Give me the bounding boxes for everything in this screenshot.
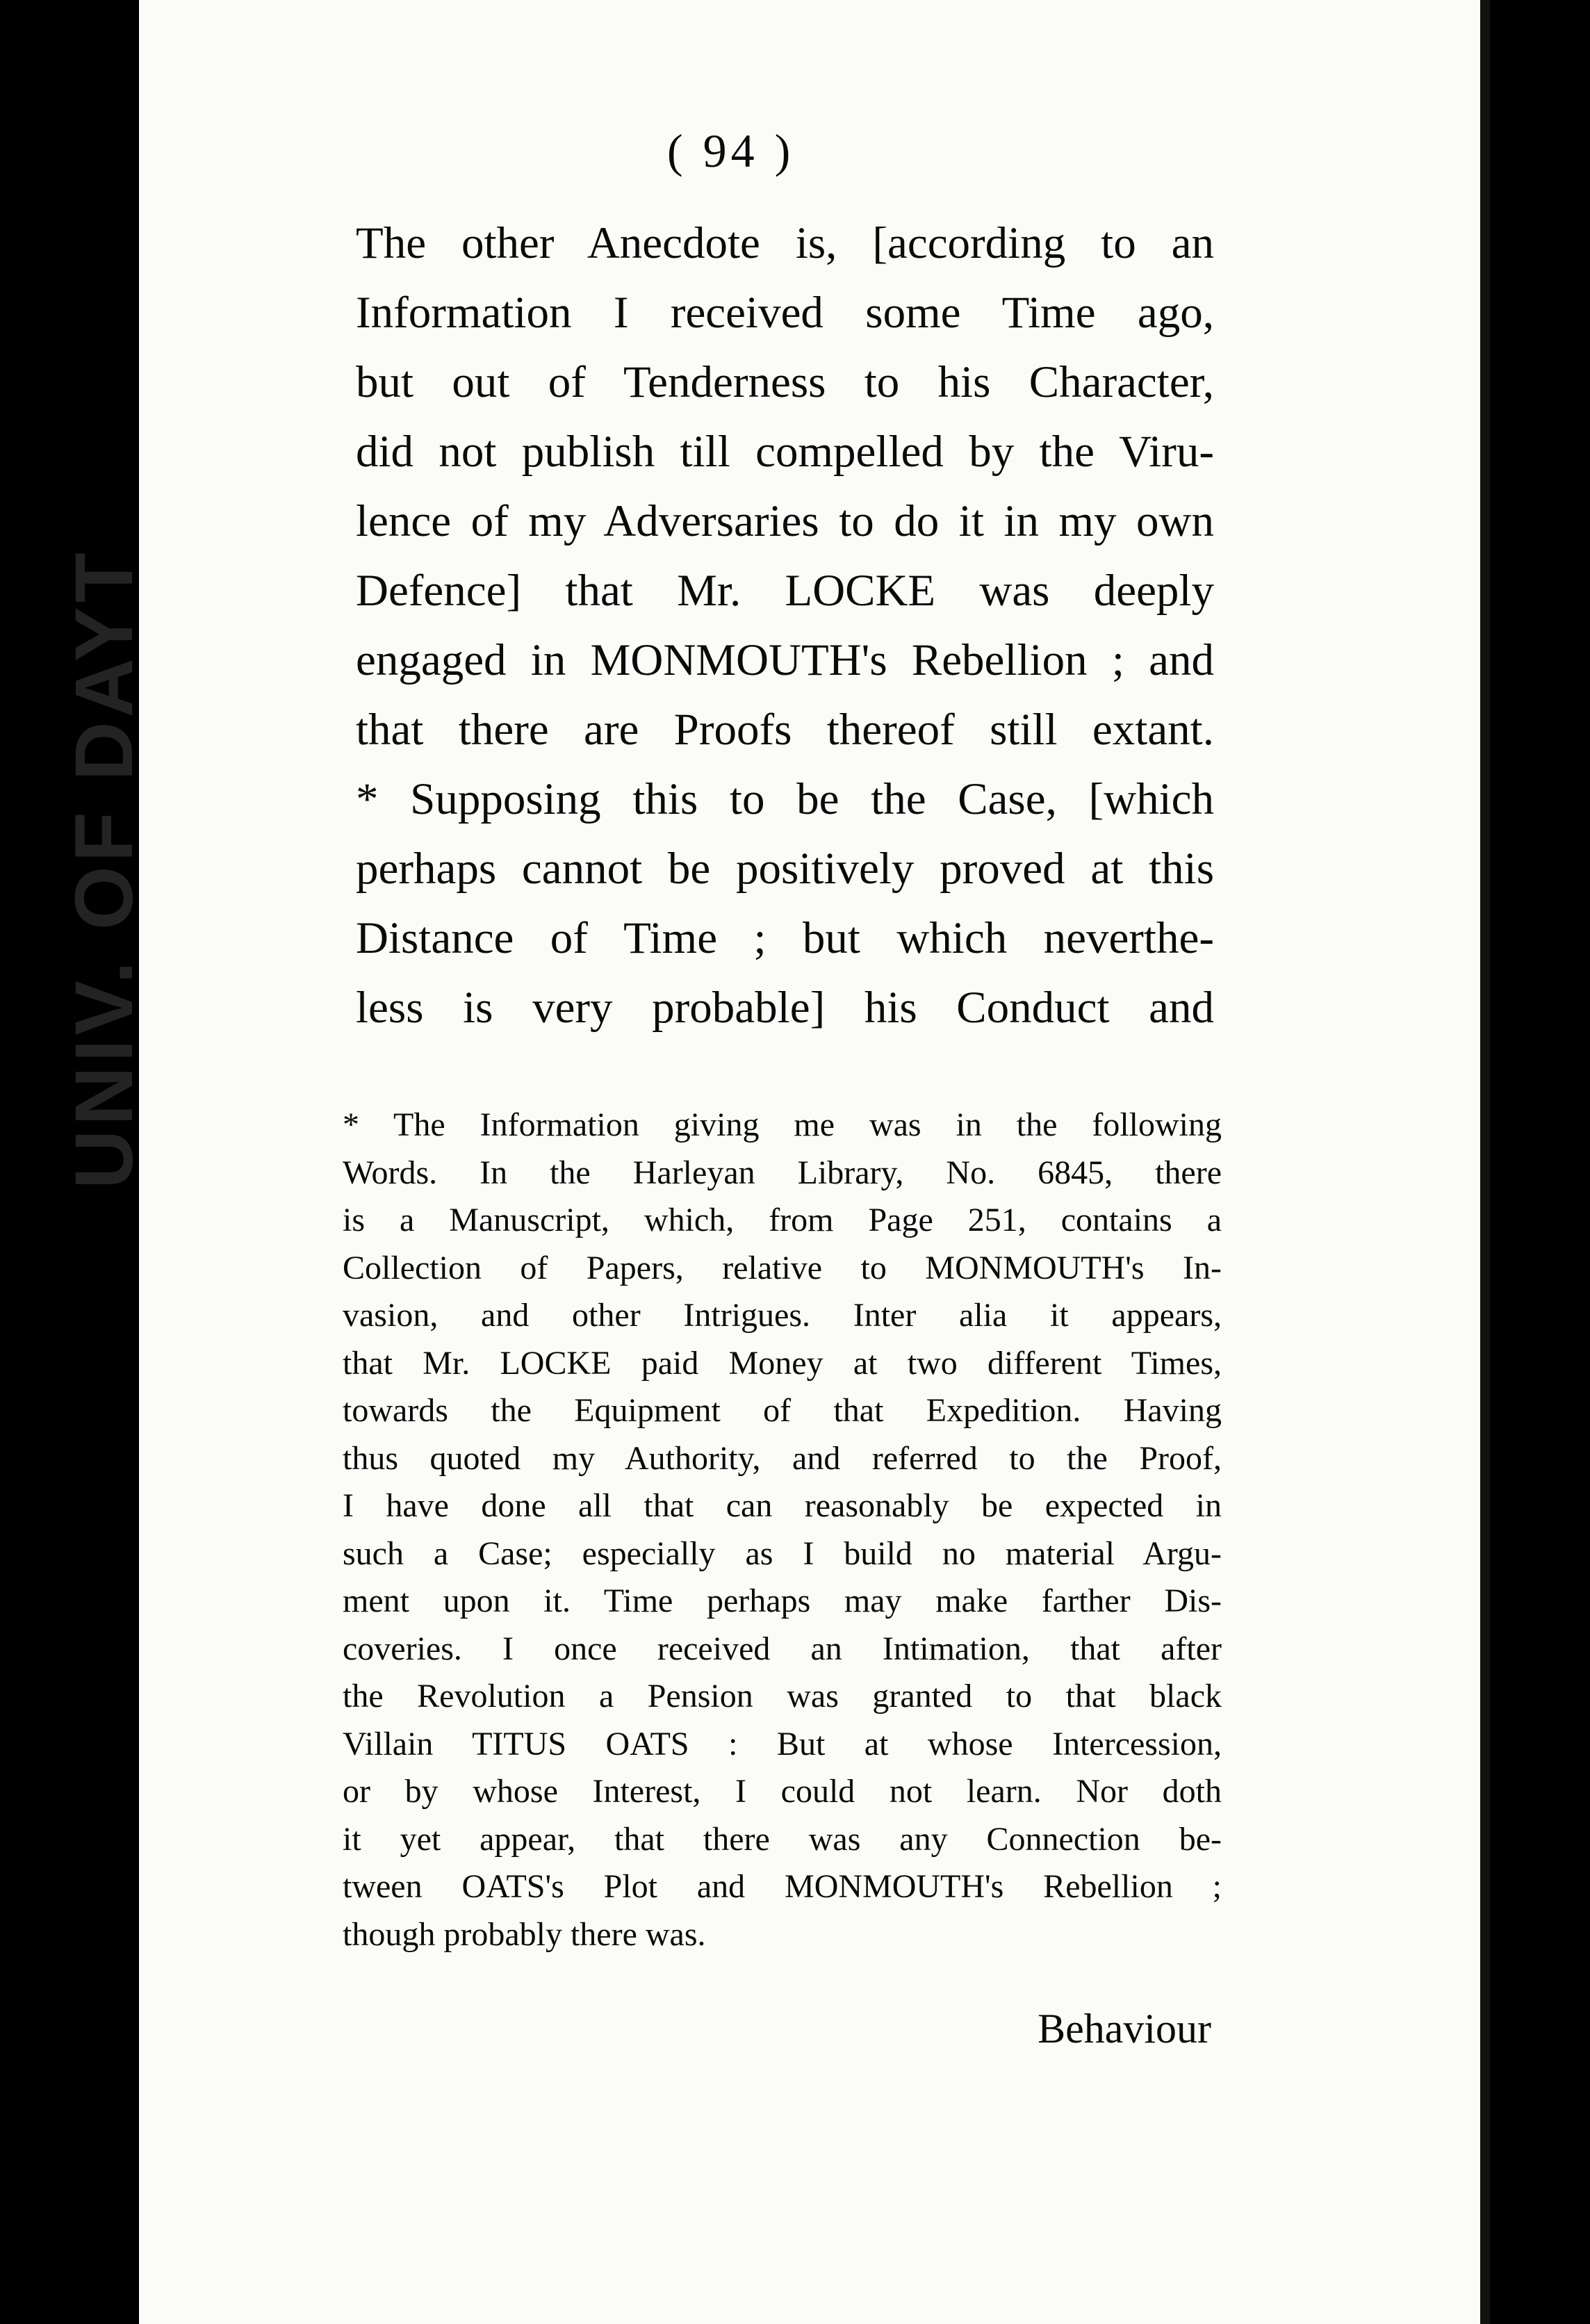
footnote-line: I have done all that can reasonably be expected in [343,1487,1222,1524]
catchword: Behaviour [1038,2006,1211,2052]
footnote-line: it yet appear, that there was any Connection be- [343,1820,1222,1858]
body-line: lence of my Adversaries to do it in my own [356,496,1214,546]
footnote-line: Villain TITUS OATS : But at whose Intercession, [343,1725,1222,1762]
footnote-line: though probably there was. [343,1915,706,1953]
body-line: that there are Proofs thereof still extant. [356,705,1214,755]
footnote-line: is a Manuscript, which, from Page 251, contains a [343,1202,1222,1238]
footnote-line: such a Case; especially as I build no material Argu- [343,1535,1222,1572]
footnote-line: or by whose Interest, I could not learn. Nor doth [343,1773,1222,1810]
body-line: Distance of Time ; but which neverthe- [356,913,1214,963]
footnote-line: Collection of Papers, relative to MONMOUTH's In- [343,1249,1222,1286]
body-line: but out of Tenderness to his Character, [356,357,1214,407]
body-line: less is very probable] his Conduct and [356,983,1214,1033]
page-number: ( 94 ) [667,124,795,177]
page-gutter [1480,0,1490,2324]
body-line: The other Anecdote is, [according to an [356,218,1214,268]
footnote-line: ment upon it. Time perhaps may make farther Dis- [343,1582,1222,1619]
library-stamp [0,548,368,1189]
footnote-line: Words. In the Harleyan Library, No. 6845, there [343,1154,1222,1191]
body-line: * Supposing this to be the Case, [which [356,774,1214,824]
footnote-line: vasion, and other Intrigues. Inter alia it appears, [343,1297,1222,1334]
footnote [343,1102,1222,1958]
body-line: did not publish till compelled by the Viru- [356,427,1214,477]
footnote-line: tween OATS's Plot and MONMOUTH's Rebellion ; [343,1868,1222,1905]
scan-border-right [1490,0,1590,2324]
footnote-line: * The Information giving me was in the following [343,1106,1222,1143]
body-line: Information I received some Time ago, [356,288,1214,338]
footnote-line: coveries. I once received an Intimation, that after [343,1630,1222,1667]
footnote-line: that Mr. LOCKE paid Money at two different Times, [343,1344,1222,1382]
footnote-line: thus quoted my Authority, and referred to the Proof, [343,1439,1222,1477]
footnote-line: the Revolution a Pension was granted to that black [343,1678,1222,1715]
body-line: Defence] that Mr. LOCKE was deeply [356,566,1214,616]
footnote-line: towards the Equipment of that Expedition. Having [343,1392,1222,1429]
body-text [356,208,1214,1042]
library-stamp-text: UNIV. OF DAYT [58,548,150,1189]
body-line: perhaps cannot be positively proved at this [356,844,1214,894]
body-line: engaged in MONMOUTH's Rebellion ; and [356,635,1214,685]
